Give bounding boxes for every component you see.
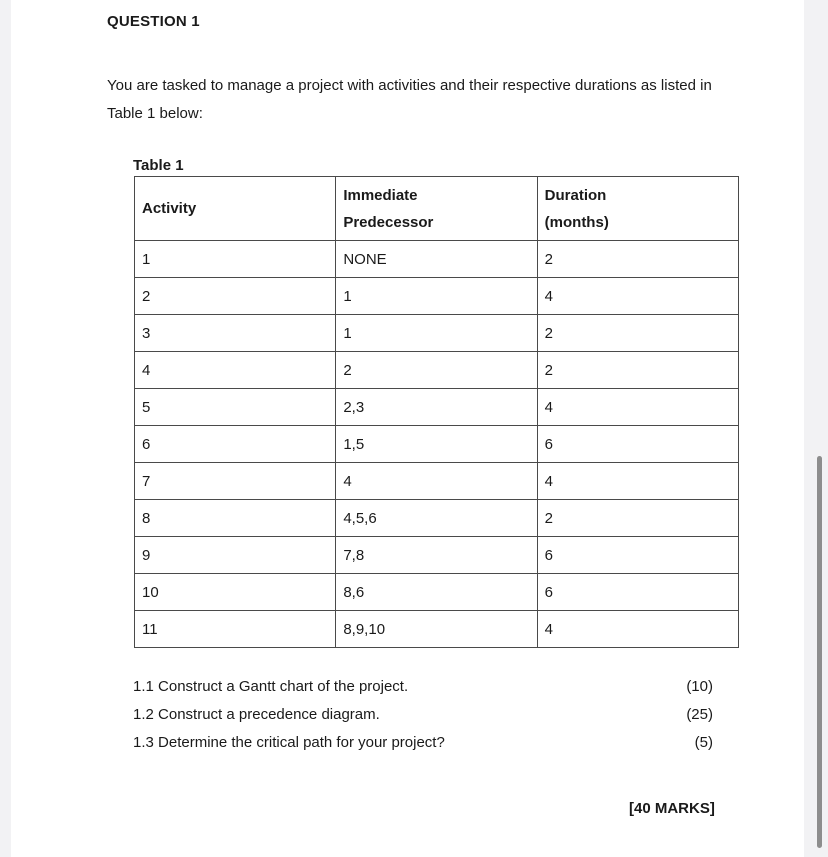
cell-activity: 3 (135, 315, 336, 352)
cell-duration: 2 (537, 352, 738, 389)
cell-duration: 4 (537, 389, 738, 426)
cell-activity: 9 (135, 537, 336, 574)
table-row (135, 574, 739, 611)
intro-paragraph: You are tasked to manage a project with activities and their respective durations as listed in Table 1 below: (107, 77, 712, 122)
header-activity (135, 177, 336, 241)
cell-duration: 2 (537, 315, 738, 352)
cell-predecessor: 8,9,10 (336, 611, 537, 648)
task-marks: (25) (686, 706, 713, 723)
task-text: 1.2 Construct a precedence diagram. (133, 706, 380, 723)
document-page (11, 0, 804, 857)
task-text: 1.1 Construct a Gantt chart of the project. (133, 678, 409, 695)
cell-predecessor: 1,5 (336, 426, 537, 463)
header-duration-line2: (months) (544, 213, 609, 231)
cell-activity: 4 (135, 352, 336, 389)
cell-predecessor: 4 (336, 463, 537, 500)
table-header-row (135, 177, 739, 241)
cell-duration: 6 (537, 537, 738, 574)
task-marks: (5) (694, 734, 713, 751)
cell-predecessor: NONE (336, 241, 537, 278)
cell-activity: 7 (135, 463, 336, 500)
cell-duration: 2 (537, 241, 738, 278)
table-row (135, 241, 739, 278)
cell-activity: 8 (135, 500, 336, 537)
task-marks: (10) (686, 678, 713, 695)
cell-predecessor: 1 (336, 278, 537, 315)
cell-activity: 6 (135, 426, 336, 463)
table-caption: Table 1 (133, 157, 184, 174)
header-predecessor-line1: Immediate (343, 186, 418, 204)
cell-activity: 2 (135, 278, 336, 315)
cell-duration: 2 (537, 500, 738, 537)
table-row (135, 278, 739, 315)
table-row (135, 352, 739, 389)
header-duration (537, 177, 738, 241)
scrollbar-thumb[interactable] (817, 456, 822, 848)
header-duration-line1: Duration (544, 186, 607, 204)
cell-duration: 4 (537, 463, 738, 500)
task-list (133, 673, 713, 757)
cell-duration: 6 (537, 426, 738, 463)
cell-predecessor: 2 (336, 352, 537, 389)
table-row (135, 537, 739, 574)
cell-duration: 6 (537, 574, 738, 611)
header-predecessor (336, 177, 537, 241)
task-text: 1.3 Determine the critical path for your project? (133, 734, 445, 751)
cell-predecessor: 1 (336, 315, 537, 352)
total-marks: [40 MARKS] (629, 800, 715, 817)
task-item (133, 673, 713, 701)
cell-predecessor: 2,3 (336, 389, 537, 426)
table-row (135, 500, 739, 537)
table-row (135, 315, 739, 352)
header-activity-label: Activity (142, 200, 197, 217)
table-row (135, 389, 739, 426)
cell-activity: 11 (135, 611, 336, 648)
table-row (135, 611, 739, 648)
cell-duration: 4 (537, 278, 738, 315)
cell-predecessor: 8,6 (336, 574, 537, 611)
cell-activity: 1 (135, 241, 336, 278)
table-row (135, 463, 739, 500)
task-item (133, 701, 713, 729)
activity-table (134, 176, 739, 648)
cell-predecessor: 7,8 (336, 537, 537, 574)
table-row (135, 426, 739, 463)
cell-activity: 5 (135, 389, 336, 426)
header-predecessor-line2: Predecessor (343, 213, 434, 231)
cell-duration: 4 (537, 611, 738, 648)
task-item (133, 729, 713, 757)
question-title: QUESTION 1 (107, 13, 200, 30)
cell-activity: 10 (135, 574, 336, 611)
cell-predecessor: 4,5,6 (336, 500, 537, 537)
